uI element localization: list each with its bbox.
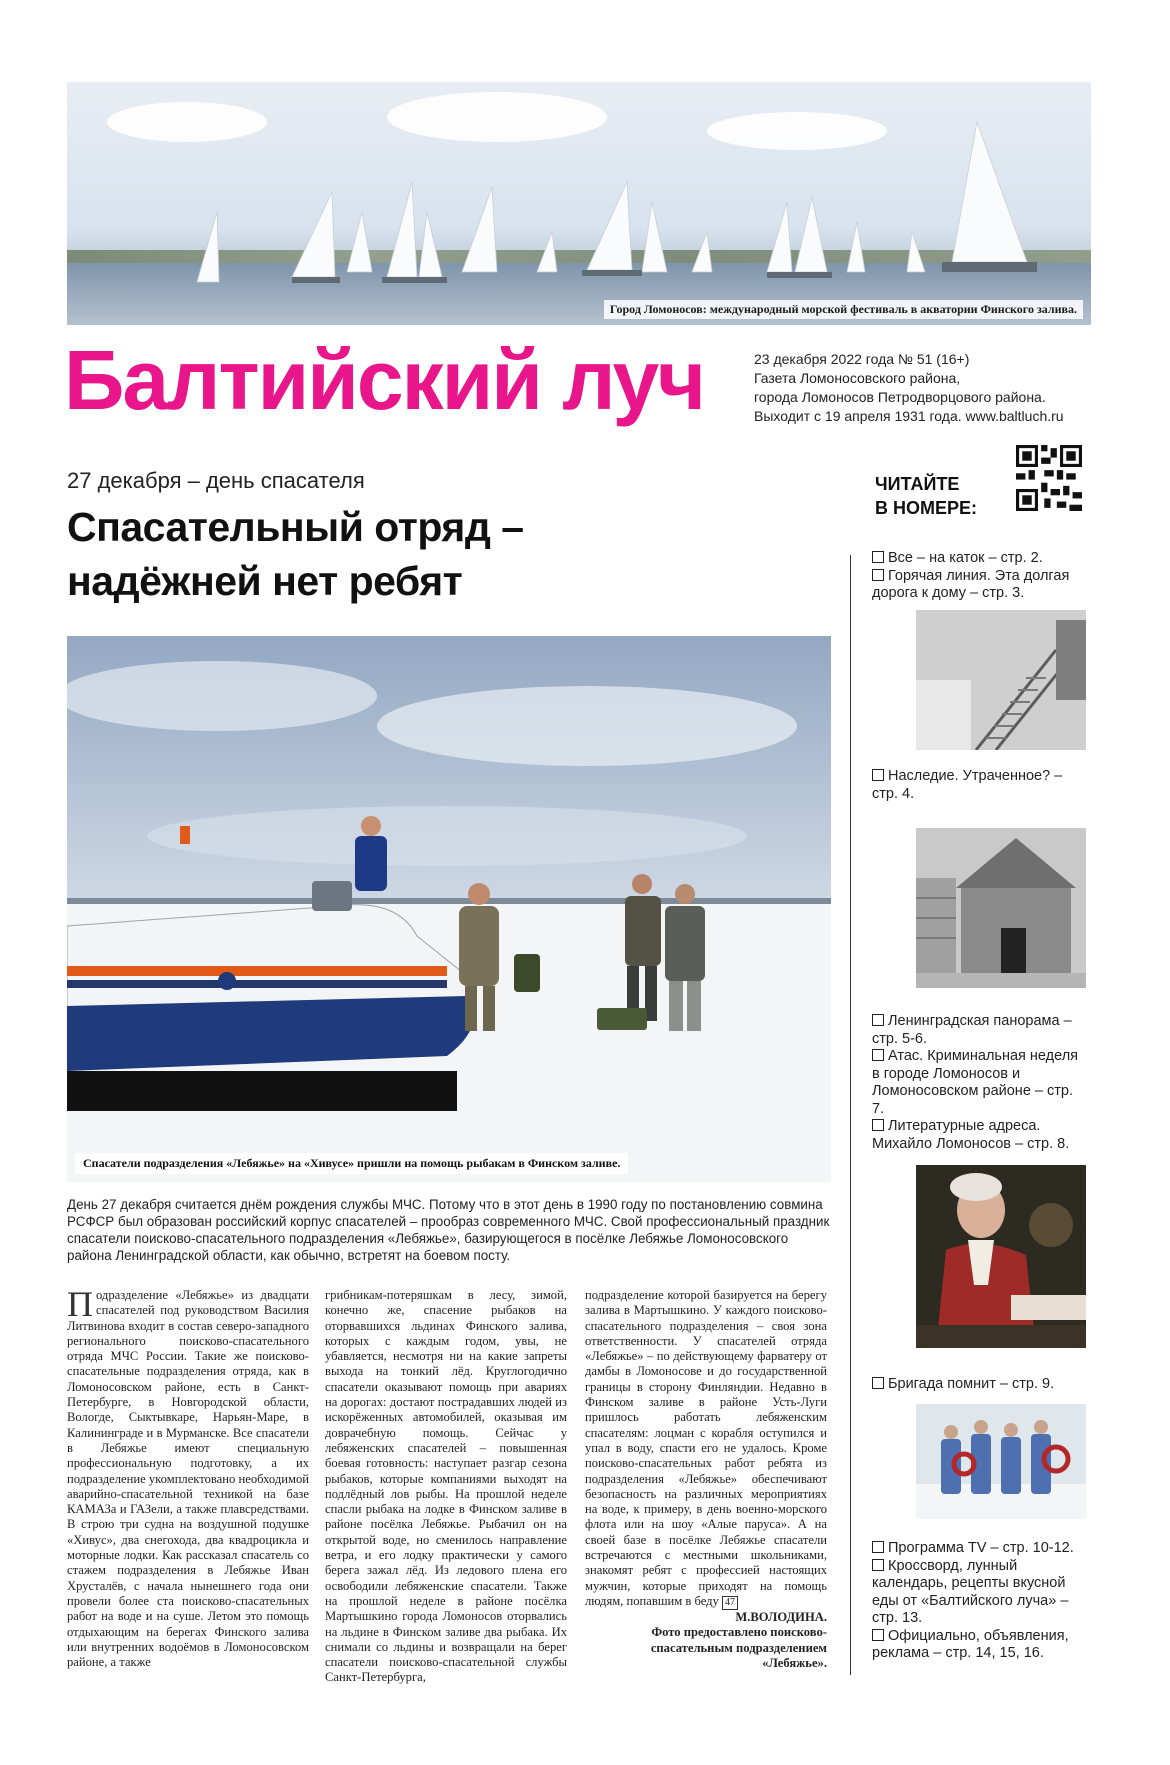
photo-credit: Фото предоставлено поисково- xyxy=(651,1625,827,1640)
article-headline xyxy=(67,500,747,608)
drop-cap: П xyxy=(67,1284,93,1324)
sidebar-item-label: Кроссворд, лунный календарь, рецепты вкусной еды от «Балтийского луча» – стр. 13. xyxy=(872,1557,1069,1626)
checkbox-icon xyxy=(872,1559,884,1571)
sidebar-item-label: Официально, объявления, реклама – стр. 14, 15, 16. xyxy=(872,1627,1069,1661)
column-text: грибникам-потеряшкам в лесу, зимой, конечно же, спасение рыбаков на оторвавшихся льдинах Финского залива, которых с каждым годом, увы, не убавляется, несмотря ни на какие запреты выхода на тонкий лёд. Круглогодично спасатели оказывают помощь при авариях на дорогах: достают пострадавших людей из искорёженных автомобилей, оказывая им доврачебную помощь. Сейчас у лебяженских спасателей – повышенная боевая готовность: наступает разгар сезона рыбаков, которые компаниями выходят на подлёдный лов рыбы. На прошлой неделе спасли рыбака на лодке в Финском заливе в районе посёлка Лебяжье. Рыбачил он на открытой воде, но сменилось направление ветра, и его лодку практически у самого берега зажал лёд. Из ледового плена его освободили лебяженские спасатели. Также на прошлой неделе в районе посёлка Мартышкино города Ломоносов оторвались на льдине в Финском заливе два рыбака. Их снимали со льдины и возвращали на берег спасатели поисково-спасательной службы Санкт-Петербурга, xyxy=(325,1288,567,1685)
header-photo-caption: Город Ломоносов: международный морской фестиваль в акватории Финского залива. xyxy=(604,300,1083,319)
issue-since: Выходит с 19 апреля 1931 года. www.baltluch.ru xyxy=(754,408,1064,424)
sailboats-illustration xyxy=(67,82,1091,325)
article-lead: День 27 декабря считается днём рождения службы МЧС. Потому что в этот день в 1990 году по постановлению совмина РСФСР был образован российский корпус спасателей – прообраз современного МЧС. Свой профессиональный праздник спасатели поисково-спасательного подразделения «Лебяжье», базирующегося в посёлке Лебяжье Ломоносовского района Ленинградской области, как обычно, встретят на боевом посту. xyxy=(67,1197,830,1263)
sidebar-item[interactable] xyxy=(872,1048,1084,1118)
wooden-house-illustration xyxy=(916,828,1086,988)
checkbox-icon xyxy=(872,1119,884,1131)
headline-line: Спасательный отряд – xyxy=(67,504,524,550)
sidebar-photo-stairs xyxy=(916,610,1086,750)
checkbox-icon xyxy=(872,1014,884,1026)
sidebar-photo-brigade xyxy=(916,1404,1086,1519)
sidebar-label-line: В НОМЕРЕ: xyxy=(875,498,978,518)
checkbox-icon xyxy=(872,1629,884,1641)
sidebar-item-label: Атас. Криминальная неделя в городе Ломоносов и Ломоносовском районе – стр. 7. xyxy=(872,1048,1079,1117)
sidebar-item-label: Наследие. Утраченное? – стр. 4. xyxy=(872,768,1063,802)
sidebar-item-group xyxy=(872,1013,1084,1153)
sidebar-item[interactable] xyxy=(872,768,1084,803)
sidebar-photo-house xyxy=(916,828,1086,988)
sidebar-item[interactable] xyxy=(872,1013,1084,1048)
stairs-illustration xyxy=(916,610,1086,750)
sidebar-item-label: Бригада помнит – стр. 9. xyxy=(888,1376,1055,1392)
article-column-1 xyxy=(67,1284,309,1670)
sidebar-label xyxy=(875,472,977,520)
article-column-3 xyxy=(585,1288,827,1671)
issue-date: 23 декабря 2022 года № 51 (16+) xyxy=(754,351,970,367)
sidebar-item-group xyxy=(872,1540,1084,1663)
column-text: подразделение которой базируется на берегу залива в Мартышкино. У каждого поисково-спасательного подразделения – своя зона ответственности. У спасателей отряда «Лебяжье» – по действующему фарватеру от дамбы в Ломоносове и до государственной границы в сторону Финляндии. Недавно в Финском заливе в районе Усть-Луги пришлось работать лебяженским спасателям: лоцман с корабля оступился и упал в воду, спасти его не удалось. Кроме поисково-спасательных работ ребята из подразделения «Лебяжье» обеспечивают безопасность на различных мероприятиях на воде, к примеру, в день военно-морского флота или на шоу «Алые паруса». А на своей базе в посёлке Лебяжье спасатели встречаются с местными школьниками, знакомят ребят с профессией настоящих мужчин, которые приходят на помощь людям, попавшим в беду xyxy=(585,1288,827,1608)
newspaper-title: Балтийский луч xyxy=(64,333,704,427)
article-photo xyxy=(67,636,831,1182)
sidebar-item-label: Все – на каток – стр. 2. xyxy=(888,550,1043,566)
hovercraft-rescue-illustration xyxy=(67,636,831,1182)
sidebar-item-label: Горячая линия. Эта долгая дорога к дому – стр. 3. xyxy=(872,567,1070,601)
parade-illustration xyxy=(916,1404,1086,1519)
portrait-illustration xyxy=(916,1165,1086,1348)
column-text: одразделение «Лебяжье» из двадцати спасателей под руководством Василия Литвинова входит в состав северо-западного регионального поисково-спасательного отряда МЧС России. Такие же поисково-спасательные подразделения отряда, как в Ломоносовском районе, есть в Санкт-Петербурге, в Новгородской области, Вологде, Сыктывкаре, Нарьян-Маре, в Калининграде и в Мурманске. Все спасатели в Лебяжье имеют специальную профессиональную подготовку, а их подразделение укомплектовано необходимой аварийно-спасательной техникой на базе КАМАЗа и ГАЗели, а также плавсредствами. В строю три судна на воздушной подушке «Хивус», два снегохода, два квадроцикла и моторные лодки. Как рассказал спасатель со стажем подразделения в Лебяжье Иван Хрусталёв, с начала нынешнего года они провели более ста поисково-спасательных работ на воде и на суше. Летом это помощь отдыхающим на берегах Финского залива или внутренних водоёмов в Ломоносовском районе, а также xyxy=(67,1288,309,1670)
article-photo-caption: Спасатели подразделения «Лебяжье» на «Хивусе» пришли на помощь рыбакам в Финском заливе. xyxy=(75,1153,628,1174)
sidebar-item[interactable] xyxy=(872,1540,1084,1558)
phone-badge: 47 xyxy=(722,1596,738,1610)
sidebar-item[interactable] xyxy=(872,1558,1084,1628)
sidebar-item[interactable] xyxy=(872,1118,1084,1153)
photo-credit: спасательным подразделением xyxy=(650,1640,827,1655)
checkbox-icon xyxy=(872,551,884,563)
sidebar-item[interactable] xyxy=(872,1376,1084,1394)
checkbox-icon xyxy=(872,1541,884,1553)
qr-code-icon[interactable] xyxy=(1016,445,1082,511)
headline-line: надёжней нет ребят xyxy=(67,558,463,604)
photo-credit: «Лебяжье». xyxy=(762,1655,827,1670)
checkbox-icon xyxy=(872,569,884,581)
checkbox-icon xyxy=(872,769,884,781)
sidebar-item-label: Программа TV – стр. 10-12. xyxy=(888,1540,1074,1556)
sidebar-item-label: Литературные адреса. Михайло Ломоносов – стр. 8. xyxy=(872,1118,1070,1152)
sidebar-label-line: ЧИТАЙТЕ xyxy=(875,474,960,494)
checkbox-icon xyxy=(872,1049,884,1061)
sidebar-item[interactable] xyxy=(872,550,1084,603)
sidebar-item[interactable] xyxy=(872,1628,1084,1663)
header-photo xyxy=(67,82,1091,325)
article-kicker: 27 декабря – день спасателя xyxy=(67,468,365,493)
checkbox-icon xyxy=(872,1377,884,1389)
issue-info xyxy=(754,350,1084,426)
article-author: М.ВОЛОДИНА. xyxy=(735,1609,827,1624)
sidebar-item-label: Ленинградская панорама – стр. 5-6. xyxy=(872,1013,1072,1047)
issue-publisher: Газета Ломоносовского района, xyxy=(754,370,961,386)
issue-region: города Ломоносов Петродворцового района. xyxy=(754,389,1046,405)
sidebar-photo-lomonosov-portrait xyxy=(916,1165,1086,1348)
article-column-2 xyxy=(325,1288,567,1686)
sidebar-divider xyxy=(850,555,851,1675)
